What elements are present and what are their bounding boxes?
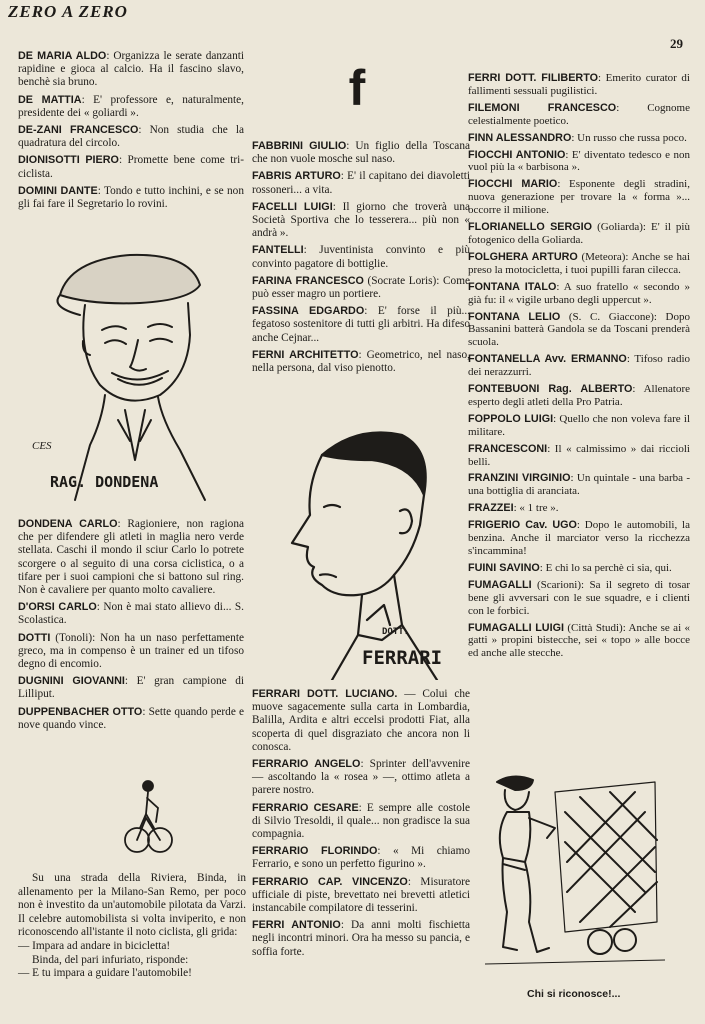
entry	[468, 519, 690, 558]
caricature-caption-title: DOTT.	[382, 627, 410, 637]
entry-name: DUGNINI GIOVANNI	[18, 675, 125, 688]
entry-text: : Un quintale - una barba - una bottiglia di aranciata.	[468, 472, 690, 498]
section-letter: f	[348, 60, 366, 116]
entry-name: FANTELLI	[252, 244, 304, 257]
entry	[18, 675, 244, 701]
entry-text: : E' il capitano dei diavoletti rossoneri... a vita.	[252, 170, 470, 196]
entry	[468, 562, 690, 575]
entry	[18, 154, 244, 180]
entry-text: : E chi lo sa perchè ci sia, qui.	[539, 561, 672, 574]
dondena-portrait-drawing	[30, 245, 230, 510]
entry	[252, 845, 470, 871]
entry	[468, 281, 690, 307]
entry-name: FRIGERIO Cav. UGO	[468, 519, 577, 532]
entry-text: : E sempre alle costole di Silvio Tresoldi, il quale... non gradisce la sua compagnia.	[252, 801, 470, 841]
page-number: 29	[670, 36, 683, 51]
entry-text: : Ragioniere, non ragiona che per difendere gli atleti in maglia nero verde stellata. Caschi il mondo il sciur Carlo lo potrete scorgere o al seguito di una corsa ciclistica, o a tifare per i suoi campioni che si battono sul ring. Non è cavaliere per quanto molto cavaliere.	[18, 518, 244, 597]
entry-text: : Sprinter dell'avvenire — ascoltando la « rosea » —, ottimo atleta a parere nostro.	[252, 758, 471, 797]
ferrari-profile-drawing	[262, 425, 467, 680]
entry	[252, 201, 470, 241]
entry	[252, 758, 470, 798]
entry	[252, 244, 470, 270]
entry	[252, 170, 470, 196]
entry-text: : Allenatore esperto degli atleti della Pro Patria.	[468, 383, 691, 408]
entry-text: : Non studia che la quadratura del circolo.	[18, 124, 244, 150]
entry	[252, 919, 470, 959]
entry-text: : Esponente degli stradini, nuova generazione per trovare la « forma »... occorre il milione.	[468, 178, 690, 217]
entry	[468, 353, 690, 379]
entry	[468, 443, 690, 469]
entry-name: DE-ZANI FRANCESCO	[18, 124, 139, 137]
entry	[468, 178, 690, 217]
entry	[468, 102, 690, 128]
entry	[18, 185, 244, 211]
entry	[252, 876, 470, 916]
entry-text: : Un russo che russa poco.	[571, 131, 687, 144]
magazine-title: ZERO A ZERO	[8, 2, 128, 21]
entry-text: : Non è mai stato allievo di... S. Scolastica.	[18, 601, 244, 627]
entry-text: : Dopo le automobili, la benzina. Anche il marciator verso la ricchezza s'incammina!	[468, 519, 690, 557]
entry-text: : Cognome celestialmente poetico.	[468, 101, 690, 127]
entry-name: FINN ALESSANDRO	[468, 131, 572, 144]
entry-text: : E' forse il più... fegatoso sostenitore di tutti gli arbitri. Ha difeso anche Cejnar...	[252, 305, 470, 344]
entry-text: : Un figlio della Toscana che non vuole mosche sul naso.	[252, 140, 470, 166]
entry-text: : Emerito curator di fallimenti sessuali pugilistici.	[468, 72, 690, 97]
entry-text: : A suo fratello « secondo » già fu: il « vigile urbano degli uppercut ».	[468, 280, 690, 306]
anecdote-line: Binda, del pari infuriato, risponde:	[32, 953, 189, 966]
entry	[468, 251, 690, 277]
entry-text: (Socrate Loris): Come può esser magro un portiere.	[252, 274, 470, 301]
caricature-caption-dondena: RAG. DONDENA	[50, 473, 159, 491]
entry	[18, 706, 244, 732]
column-2-bottom	[252, 688, 470, 963]
entry	[252, 688, 470, 754]
entry-text: : E' diventato tedesco e non vuol più la « barbisona ».	[468, 148, 690, 174]
entry-name: FARINA FRANCESCO	[252, 274, 364, 287]
entry-name: FLORIANELLO SERGIO	[468, 221, 593, 234]
entry-text: : Misuratore ufficiale di piste, brevettato nei brevetti atletici instancabile compilatore di tesserini.	[252, 875, 471, 915]
entry-name: FRANCESCONI	[468, 442, 548, 455]
artist-signature: CES	[32, 440, 52, 452]
entry-text: : « Mi chiamo Ferrario, e sono un perfetto figurino ».	[252, 845, 470, 871]
entry	[468, 413, 690, 439]
entry-name: DE MARIA ALDO	[18, 50, 107, 62]
anecdote-paragraph: Su una strada della Riviera, Binda, in allenamento per la Milano-San Remo, per poco non è investito da un'automobile pilotata da Varzi. Il celebre automobilista si volta inviperito, e non riconoscendo all'istante il noto ciclista, gli grida:	[18, 872, 246, 939]
entry	[18, 124, 244, 150]
entry-name: FERRARIO FLORINDO	[252, 845, 378, 858]
entry-text: : Il « calmissimo » dai riccioli belli.	[468, 442, 690, 468]
entry-text: : Juventinista convinto e più convinto pagatore di bottiglie.	[252, 244, 470, 270]
entry-text: : Sette quando perde e nove quando vince.	[18, 705, 244, 731]
entry-name: FERRI DOTT. FILIBERTO	[468, 72, 599, 84]
entry-name: FABBRINI GIULIO	[252, 140, 347, 152]
column-2-top	[252, 140, 470, 379]
entry	[252, 140, 470, 166]
entry-text: : Tondo e tutto inchini, e se non gli fai fare il Segretario lo rovini.	[18, 184, 244, 211]
entry	[18, 50, 244, 90]
entry-text: : Il giorno che troverà una Società Sportiva che lo tesserera... più non « andrà ».	[252, 200, 470, 240]
entry-text: (Goliarda): E' il più fotogenico della Goliarda.	[468, 221, 690, 246]
caricature-dondena	[30, 245, 230, 510]
entry-text: : E' gran campione di Lilliput.	[18, 675, 244, 701]
entry-text: : E' professore e, naturalmente, presidente dei « goliardi ».	[18, 93, 244, 119]
entry-name: FONTANA ITALO	[468, 280, 557, 293]
entry-name: FILEMONI FRANCESCO	[468, 101, 617, 114]
entry	[468, 311, 690, 350]
entry	[468, 221, 690, 247]
bottom-caption: Chi si riconosce!...	[527, 988, 621, 1000]
entry-text: : Da anni molti fischietta negli incontri minori. Ora ha messo su pancia, e soffia forte.	[252, 919, 471, 958]
entry-name: FABRIS ARTURO	[252, 170, 341, 183]
entry-name: DOTTI	[18, 631, 51, 644]
entry	[18, 632, 244, 672]
entry-text: : Geometrico, nel naso, nella persona, dal viso pienotto.	[252, 348, 471, 375]
cyclist-drawing	[122, 778, 174, 858]
column-3	[468, 72, 690, 664]
entry-text: (Città Studi): Anche se ai « gatti » propini bistecche, sei « topo » alle bocce ed anche alle stecche.	[468, 621, 691, 660]
entry-name: FERNI ARCHITETTO	[252, 348, 359, 361]
entry-name: FRANZINI VIRGINIO	[468, 472, 571, 485]
entry-text: : Promette bene come tri-ciclista.	[18, 154, 245, 180]
entry-name: FASSINA EDGARDO	[252, 305, 365, 318]
entry-name: FIOCCHI MARIO	[468, 178, 558, 191]
entry-text: (Meteora): Anche se hai preso la motocicletta, i tuoi pupilli faran cilecca.	[468, 250, 690, 276]
entry	[468, 383, 690, 409]
entry	[468, 579, 690, 618]
footballer-drawing	[485, 772, 665, 972]
entry	[468, 132, 690, 145]
entry-name: DOMINI DANTE	[18, 184, 98, 197]
entry-text: : Quello che non voleva fare il militare.	[468, 412, 690, 438]
entry-text: : « 1 tre ».	[513, 502, 559, 515]
entry	[468, 149, 690, 175]
entry-name: FERRARIO CESARE	[252, 801, 359, 814]
entry-name: FERRI ANTONIO	[252, 919, 341, 932]
entry-name: FERRARIO ANGELO	[252, 758, 361, 771]
entry-name: FUMAGALLI	[468, 578, 532, 591]
entry-name: FIOCCHI ANTONIO	[468, 148, 566, 161]
caricature-caption-ferrari: FERRARI	[362, 647, 443, 669]
entry	[18, 518, 244, 597]
footballer-sketch	[485, 772, 665, 972]
anecdote-line: — Impara ad andare in bicicletta!	[18, 939, 171, 952]
entry-name: DONDENA CARLO	[18, 518, 118, 530]
cyclist-sketch	[122, 778, 174, 858]
entry-name: FONTEBUONI Rag. ALBERTO	[468, 383, 633, 396]
entry	[18, 601, 244, 627]
entry-name: DUPPENBACHER OTTO	[18, 705, 143, 718]
entry-name: DE MATTIA	[18, 93, 82, 106]
entry-name: FUMAGALLI LUIGI	[468, 621, 564, 634]
column-1-top	[18, 50, 244, 215]
entry-text: : Tifoso radio dei nerazzurri.	[468, 353, 690, 379]
entry-name: FOLGHERA ARTURO	[468, 250, 578, 263]
entry-name: FERRARIO CAP. VINCENZO	[252, 875, 408, 888]
entry	[468, 622, 690, 661]
anecdote-line: — E tu impara a guidare l'automobile!	[18, 967, 192, 980]
entry	[252, 305, 470, 345]
entry	[468, 72, 690, 98]
entry-text: (Scarioni): Sa il segreto di tosar bene gli avversari con le sue squadre, e i clienti con le forbici.	[468, 578, 690, 617]
entry-name: DIONISOTTI PIERO	[18, 154, 119, 167]
entry	[252, 802, 470, 842]
entry-name: FERRARI DOTT. LUCIANO.	[252, 688, 398, 700]
entry-name: FUINI SAVINO	[468, 561, 540, 574]
entry-name: FOPPOLO LUIGI	[468, 412, 554, 425]
entry	[468, 472, 690, 498]
entry-name: FONTANA LELIO	[468, 310, 561, 323]
entry	[252, 349, 470, 375]
entry	[252, 275, 470, 301]
entry	[468, 502, 690, 515]
entry	[18, 94, 244, 120]
entry-name: D'ORSI CARLO	[18, 601, 97, 614]
binda-varzi-anecdote	[18, 872, 246, 981]
entry-text: : Organizza le serate danzanti rapidine e gioca al calcio. Ha il fascino slavo, benchè sia bruno.	[18, 50, 244, 89]
entry-text: — Colui che muove sagacemente sulla carta in Lombardia, Balilla, Ardita e altri eccelsi prodotti Fiat, alla scoperta di quel disgraziato che ancora non li conosca.	[252, 688, 470, 753]
entry-text: (S. C. Giaccone): Dopo Bassanini batterà Gandola se da Toscani prenderà scuola.	[468, 310, 690, 349]
entry-name: FRAZZEI	[468, 502, 514, 515]
caricature-ferrari	[262, 425, 467, 680]
entry-name: FACELLI LUIGI	[252, 200, 333, 213]
entry-name: FONTANELLA Avv. ERMANNO	[468, 353, 627, 366]
column-1-bottom	[18, 518, 244, 736]
entry-text: (Tonoli): Non ha un naso perfettamente greco, ma in compenso è un trainer ed un tifoso degno di encomio.	[18, 631, 244, 671]
